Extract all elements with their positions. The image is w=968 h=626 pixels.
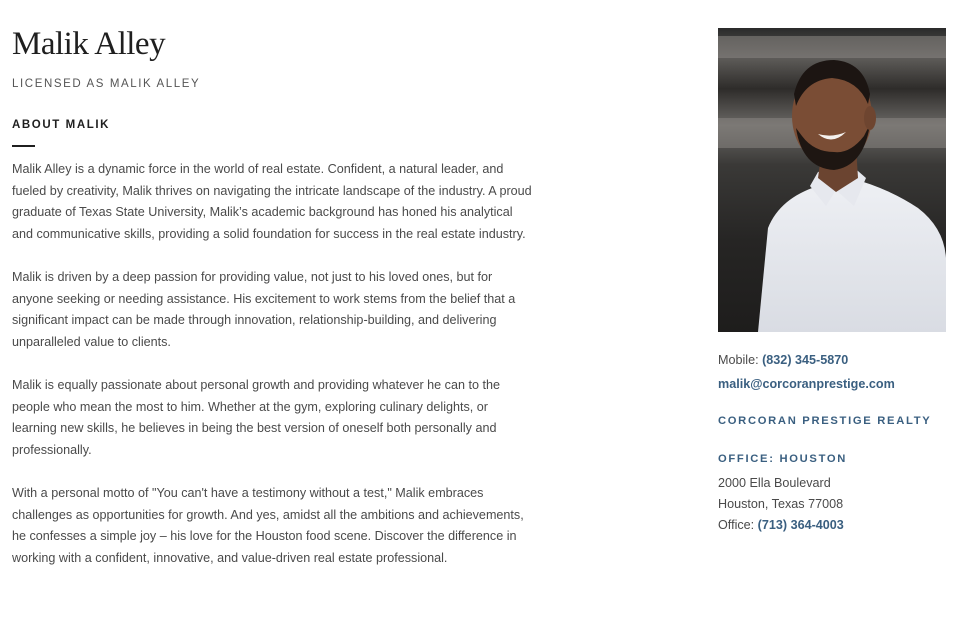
agent-name: Malik Alley bbox=[12, 26, 166, 62]
office-link[interactable]: OFFICE: HOUSTON bbox=[718, 453, 848, 465]
licensed-as-label: LICENSED AS MALIK ALLEY bbox=[12, 78, 201, 90]
mobile-phone-link[interactable]: (832) 345-5870 bbox=[762, 353, 849, 367]
bio-text bbox=[12, 159, 532, 591]
brokerage-row bbox=[718, 411, 931, 430]
about-heading: ABOUT MALIK bbox=[12, 119, 111, 131]
email-row bbox=[718, 375, 895, 393]
email-link[interactable]: malik@corcoranprestige.com bbox=[718, 377, 895, 391]
bio-paragraph: Malik Alley is a dynamic force in the world of real estate. Confident, a natural leader, and fueled by creativity, Malik thrives on navigating the intricate landscape of the industry. A proud graduate of Texas State University, Malik’s academic background has honed his analytical and communicative skills, providing a solid foundation for success in the real estate industry. bbox=[12, 162, 532, 241]
portrait-illustration bbox=[718, 28, 946, 332]
mobile-row bbox=[718, 351, 848, 369]
address-line-2: Houston, Texas 77008 bbox=[718, 497, 844, 511]
office-phone-row bbox=[718, 516, 844, 534]
bio-paragraph: Malik is equally passionate about personal growth and providing whatever he can to the people who mean the most to him. Whether at the gym, exploring culinary delights, or learning new skills, he believes in being the best version of oneself both personally and professionally. bbox=[12, 377, 500, 457]
mobile-label: Mobile: bbox=[718, 353, 763, 367]
office-heading-row bbox=[718, 449, 847, 468]
bio-paragraph: Malik is driven by a deep passion for providing value, not just to his loved ones, but for anyone seeking or needing assistance. His excitement to work stems from the belief that a significant impact can be made through innovation, relationship-building, and delivering unparalleled value to clients. bbox=[12, 269, 516, 349]
agent-photo bbox=[718, 28, 946, 332]
agent-contact-column bbox=[718, 28, 950, 532]
bio-paragraph: With a personal motto of "You can't have a testimony without a test," Malik embraces challenges as opportunities for growth. And yes, amidst all the ambitions and achievements, he confesses a simple joy – his love for the Houston food scene. Discover the difference in working with a confident, innovative, and value-driven real estate professional. bbox=[12, 485, 524, 565]
office-phone-link[interactable]: (713) 364-4003 bbox=[757, 518, 844, 532]
heading-divider bbox=[12, 145, 35, 147]
office-label: Office: bbox=[718, 518, 758, 532]
brokerage-link[interactable]: CORCORAN PRESTIGE REALTY bbox=[718, 415, 932, 427]
address-line-1: 2000 Ella Boulevard bbox=[718, 476, 831, 490]
